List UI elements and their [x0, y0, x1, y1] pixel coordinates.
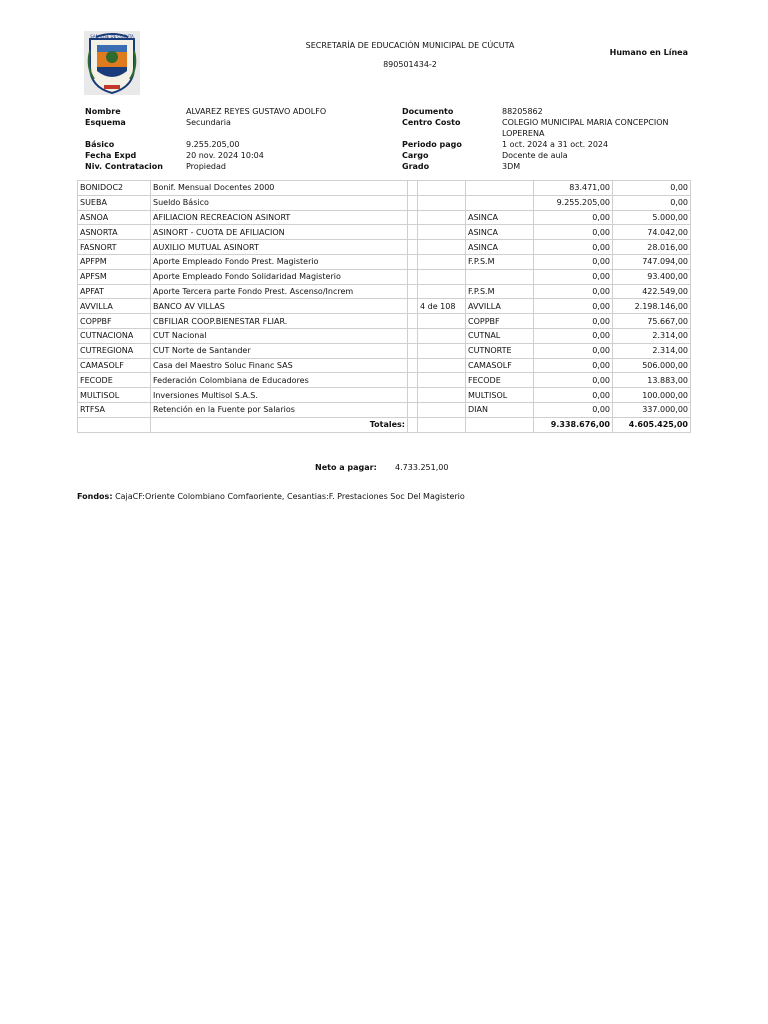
centro-costo-value: COLEGIO MUNICIPAL MARIA CONCEPCION LOPERENA — [502, 118, 669, 138]
line-deducido: 337.000,00 — [613, 402, 691, 417]
total-devengado: 9.338.676,00 — [534, 417, 613, 432]
line-code: AVVILLA — [78, 299, 151, 314]
line-devengado: 0,00 — [534, 225, 613, 240]
svg-text:SAN JOSE DE CUCUTA: SAN JOSE DE CUCUTA — [90, 34, 134, 39]
line-spacer — [408, 402, 418, 417]
line-entidad: ASINCA — [466, 225, 534, 240]
line-cuota — [418, 343, 466, 358]
line-description: AFILIACION RECREACION ASINORT — [151, 210, 408, 225]
table-row — [78, 343, 691, 358]
total-deducido: 4.605.425,00 — [613, 417, 691, 432]
fondos-value: CajaCF:Oriente Colombiano Comfaoriente, Cesantias:F. Prestaciones Soc Del Magisterio — [115, 492, 465, 501]
line-description: BANCO AV VILLAS — [151, 299, 408, 314]
line-spacer — [408, 328, 418, 343]
line-spacer — [408, 181, 418, 196]
line-spacer — [408, 210, 418, 225]
line-entidad: CAMASOLF — [466, 358, 534, 373]
line-description: Inversiones Multisol S.A.S. — [151, 388, 408, 403]
line-entidad: DIAN — [466, 402, 534, 417]
line-description: Retención en la Fuente por Salarios — [151, 402, 408, 417]
table-row — [78, 225, 691, 240]
esquema-value: Secundaria — [186, 118, 231, 127]
line-code: ASNOA — [78, 210, 151, 225]
table-row — [78, 254, 691, 269]
table-row — [78, 402, 691, 417]
totals-empty — [78, 417, 151, 432]
line-code: FASNORT — [78, 240, 151, 255]
table-row — [78, 181, 691, 196]
line-devengado: 0,00 — [534, 254, 613, 269]
line-entidad: CUTNAL — [466, 328, 534, 343]
line-deducido: 0,00 — [613, 181, 691, 196]
line-devengado: 0,00 — [534, 328, 613, 343]
line-entidad: F.P.S.M — [466, 254, 534, 269]
line-devengado: 0,00 — [534, 314, 613, 329]
totals-empty — [408, 417, 418, 432]
line-deducido: 13.883,00 — [613, 373, 691, 388]
line-cuota — [418, 314, 466, 329]
line-description: Aporte Tercera parte Fondo Prest. Ascenso/Increm — [151, 284, 408, 299]
basico-label: Básico — [85, 140, 115, 149]
line-deducido: 74.042,00 — [613, 225, 691, 240]
line-deducido: 2.314,00 — [613, 343, 691, 358]
line-code: ASNORTA — [78, 225, 151, 240]
fecha-expd-value: 20 nov. 2024 10:04 — [186, 151, 264, 160]
line-cuota — [418, 284, 466, 299]
line-code: APFAT — [78, 284, 151, 299]
table-row — [78, 269, 691, 284]
line-cuota — [418, 402, 466, 417]
brand-label: Humano en Línea — [609, 48, 688, 57]
line-deducido: 28.016,00 — [613, 240, 691, 255]
line-description: Casa del Maestro Soluc Financ SAS — [151, 358, 408, 373]
line-description: ASINORT - CUOTA DE AFILIACION — [151, 225, 408, 240]
line-cuota — [418, 358, 466, 373]
nit-number: 890501434-2 — [383, 60, 437, 69]
line-spacer — [408, 358, 418, 373]
line-deducido: 75.667,00 — [613, 314, 691, 329]
fondos-label: Fondos: — [77, 492, 113, 501]
line-code: BONIDOC2 — [78, 181, 151, 196]
line-spacer — [408, 343, 418, 358]
line-spacer — [408, 195, 418, 210]
fondos-line — [77, 492, 465, 501]
line-code: CAMASOLF — [78, 358, 151, 373]
line-cuota — [418, 373, 466, 388]
totals-row — [78, 417, 691, 432]
line-cuota: 4 de 108 — [418, 299, 466, 314]
line-cuota — [418, 195, 466, 210]
esquema-label: Esquema — [85, 118, 126, 127]
line-devengado: 0,00 — [534, 240, 613, 255]
line-description: CBFILIAR COOP.BIENESTAR FLIAR. — [151, 314, 408, 329]
line-cuota — [418, 181, 466, 196]
line-devengado: 0,00 — [534, 284, 613, 299]
institution-title: SECRETARÍA DE EDUCACIÓN MUNICIPAL DE CÚCUTA — [305, 41, 515, 50]
periodo-pago-label: Periodo pago — [402, 140, 462, 149]
line-deducido: 422.549,00 — [613, 284, 691, 299]
line-devengado: 0,00 — [534, 269, 613, 284]
line-code: APFSM — [78, 269, 151, 284]
line-entidad: ASINCA — [466, 240, 534, 255]
line-devengado: 0,00 — [534, 299, 613, 314]
table-row — [78, 328, 691, 343]
line-entidad: CUTNORTE — [466, 343, 534, 358]
line-code: SUEBA — [78, 195, 151, 210]
line-deducido: 93.400,00 — [613, 269, 691, 284]
line-spacer — [408, 225, 418, 240]
line-deducido: 0,00 — [613, 195, 691, 210]
table-row — [78, 284, 691, 299]
line-devengado: 0,00 — [534, 388, 613, 403]
line-devengado: 0,00 — [534, 402, 613, 417]
table-row — [78, 314, 691, 329]
table-row — [78, 195, 691, 210]
documento-label: Documento — [402, 107, 454, 116]
payroll-table — [77, 180, 691, 433]
neto-label: Neto a pagar: — [315, 463, 377, 472]
line-entidad: AVVILLA — [466, 299, 534, 314]
line-description: Aporte Empleado Fondo Solidaridad Magisterio — [151, 269, 408, 284]
line-code: COPPBF — [78, 314, 151, 329]
line-code: FECODE — [78, 373, 151, 388]
line-deducido: 2.198.146,00 — [613, 299, 691, 314]
line-deducido: 5.000,00 — [613, 210, 691, 225]
table-row — [78, 388, 691, 403]
line-spacer — [408, 240, 418, 255]
line-spacer — [408, 269, 418, 284]
line-spacer — [408, 314, 418, 329]
line-devengado: 0,00 — [534, 373, 613, 388]
line-deducido: 100.000,00 — [613, 388, 691, 403]
totals-empty — [466, 417, 534, 432]
line-entidad: COPPBF — [466, 314, 534, 329]
totals-empty — [418, 417, 466, 432]
table-row — [78, 210, 691, 225]
line-spacer — [408, 284, 418, 299]
line-devengado: 0,00 — [534, 210, 613, 225]
fecha-expd-label: Fecha Expd — [85, 151, 137, 160]
documento-value: 88205862 — [502, 107, 543, 116]
grado-label: Grado — [402, 162, 430, 171]
line-spacer — [408, 388, 418, 403]
line-cuota — [418, 388, 466, 403]
cargo-label: Cargo — [402, 151, 429, 160]
line-devengado: 83.471,00 — [534, 181, 613, 196]
line-cuota — [418, 254, 466, 269]
line-description: Federación Colombiana de Educadores — [151, 373, 408, 388]
line-deducido: 2.314,00 — [613, 328, 691, 343]
line-code: RTFSA — [78, 402, 151, 417]
table-row — [78, 240, 691, 255]
line-deducido: 506.000,00 — [613, 358, 691, 373]
line-description: CUT Nacional — [151, 328, 408, 343]
line-entidad: F.P.S.M — [466, 284, 534, 299]
table-row — [78, 373, 691, 388]
line-description: Bonif. Mensual Docentes 2000 — [151, 181, 408, 196]
line-entidad — [466, 181, 534, 196]
nombre-value: ALVAREZ REYES GUSTAVO ADOLFO — [186, 107, 327, 116]
line-entidad: FECODE — [466, 373, 534, 388]
coat-of-arms-icon — [84, 31, 140, 95]
totals-label: Totales: — [151, 417, 408, 432]
line-devengado: 9.255.205,00 — [534, 195, 613, 210]
line-cuota — [418, 328, 466, 343]
nombre-label: Nombre — [85, 107, 121, 116]
line-spacer — [408, 299, 418, 314]
line-entidad: MULTISOL — [466, 388, 534, 403]
contratacion-label: Niv. Contratacion — [85, 162, 163, 171]
basico-value: 9.255.205,00 — [186, 140, 240, 149]
line-cuota — [418, 225, 466, 240]
centro-costo-label: Centro Costo — [402, 118, 461, 127]
line-code: MULTISOL — [78, 388, 151, 403]
line-cuota — [418, 269, 466, 284]
line-deducido: 747.094,00 — [613, 254, 691, 269]
line-cuota — [418, 210, 466, 225]
table-row — [78, 358, 691, 373]
table-row — [78, 299, 691, 314]
line-description: Aporte Empleado Fondo Prest. Magisterio — [151, 254, 408, 269]
line-spacer — [408, 254, 418, 269]
cargo-value: Docente de aula — [502, 151, 568, 160]
line-code: APFPM — [78, 254, 151, 269]
line-entidad — [466, 195, 534, 210]
line-devengado: 0,00 — [534, 358, 613, 373]
line-code: CUTREGIONA — [78, 343, 151, 358]
line-devengado: 0,00 — [534, 343, 613, 358]
line-entidad: ASINCA — [466, 210, 534, 225]
neto-value: 4.733.251,00 — [395, 463, 449, 472]
line-code: CUTNACIONA — [78, 328, 151, 343]
periodo-pago-value: 1 oct. 2024 a 31 oct. 2024 — [502, 140, 609, 149]
line-spacer — [408, 373, 418, 388]
contratacion-value: Propiedad — [186, 162, 226, 171]
line-entidad — [466, 269, 534, 284]
grado-value: 3DM — [502, 162, 521, 171]
line-description: CUT Norte de Santander — [151, 343, 408, 358]
line-description: AUXILIO MUTUAL ASINORT — [151, 240, 408, 255]
line-cuota — [418, 240, 466, 255]
line-description: Sueldo Básico — [151, 195, 408, 210]
